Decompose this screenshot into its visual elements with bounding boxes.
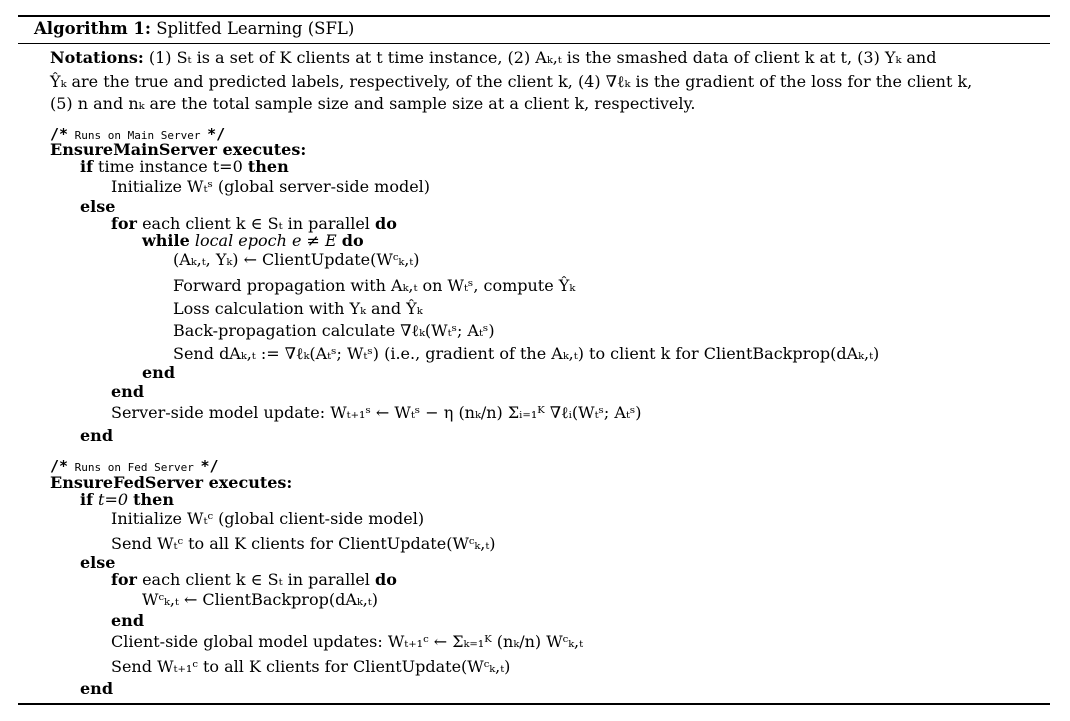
algorithm-title <box>34 20 354 38</box>
comment-text: Runs on Fed Server <box>68 461 201 474</box>
fed-line-0: if t=0 then <box>80 490 174 509</box>
fed-line-4: for each client k ∈ Sₜ in parallel do <box>111 570 397 589</box>
title-rule <box>18 43 1050 44</box>
fed-line-1: Initialize Wₜᶜ (global client-side model) <box>111 509 425 528</box>
notations-line-1 <box>50 49 936 67</box>
main-line-3: for each client k ∈ Sₜ in parallel do <box>111 214 397 233</box>
notations-line-2: Ŷₖ are the true and predicted labels, respectively, of the client k, (4) ∇ℓₖ is the gradient of the loss for the client k, <box>50 72 973 91</box>
comment-open: /* <box>50 457 69 475</box>
bottom-rule <box>18 703 1050 705</box>
main-line-5: (Aₖ,ₜ, Yₖ) ← ClientUpdate(Wᶜₖ,ₜ) <box>173 250 420 269</box>
notations-text-1: (1) Sₜ is a set of K clients at t time instance, (2) Aₖ,ₜ is the smashed data of client k at t, (3) Yₖ and <box>148 48 937 67</box>
notations-heading: Notations: <box>50 48 144 67</box>
main-line-12: Server-side model update: Wₜ₊₁ˢ ← Wₜˢ − η (nₖ/n) Σᵢ₌₁ᴷ ∇ℓᵢ(Wₜˢ; Aₜˢ) <box>111 403 642 422</box>
fed-line-5: Wᶜₖ,ₜ ← ClientBackprop(dAₖ,ₜ) <box>142 590 378 609</box>
main-line-4: while local epoch e ≠ E do <box>142 231 364 250</box>
main-line-9: Send dAₖ,ₜ := ∇ℓₖ(Aₜˢ; Wₜˢ) (i.e., gradient of the Aₖ,ₜ) to client k for ClientBackprop(dAₖ,ₜ) <box>173 344 880 363</box>
main-line-13: end <box>80 426 113 445</box>
main-line-0: if time instance t=0 then <box>80 157 289 176</box>
main-line-2: else <box>80 197 116 216</box>
main-line-8: Back-propagation calculate ∇ℓₖ(Wₜˢ; Aₜˢ) <box>173 321 495 340</box>
algorithm-label: Algorithm 1: <box>34 19 151 38</box>
comment-close: */ <box>200 457 219 475</box>
fed-line-3: else <box>80 553 116 572</box>
fed-line-6: end <box>111 611 144 630</box>
fed-line-7: Client-side global model updates: Wₜ₊₁ᶜ ← Σₖ₌₁ᴷ (nₖ/n) Wᶜₖ,ₜ <box>111 632 584 651</box>
main-line-6: Forward propagation with Aₖ,ₜ on Wₜˢ, compute Ŷₖ <box>173 276 576 295</box>
main-line-1: Initialize Wₜˢ (global server-side model) <box>111 177 431 196</box>
comment-close: */ <box>207 125 226 143</box>
fed-line-9: end <box>80 679 113 698</box>
comment-open: /* <box>50 125 69 143</box>
fed-line-2: Send Wₜᶜ to all K clients for ClientUpdate(Wᶜₖ,ₜ) <box>111 534 496 553</box>
main-line-11: end <box>111 382 144 401</box>
main-line-7: Loss calculation with Yₖ and Ŷₖ <box>173 299 423 318</box>
fed-server-heading: EnsureFedServer executes: <box>50 473 293 492</box>
notations-line-3: (5) n and nₖ are the total sample size and sample size at a client k, respectively. <box>50 94 696 113</box>
main-server-heading: EnsureMainServer executes: <box>50 140 307 159</box>
top-rule <box>18 15 1050 17</box>
main-line-10: end <box>142 363 175 382</box>
algorithm-name: Splitfed Learning (SFL) <box>156 19 355 38</box>
comment-text: Runs on Main Server <box>68 129 208 142</box>
fed-line-8: Send Wₜ₊₁ᶜ to all K clients for ClientUpdate(Wᶜₖ,ₜ) <box>111 657 511 676</box>
